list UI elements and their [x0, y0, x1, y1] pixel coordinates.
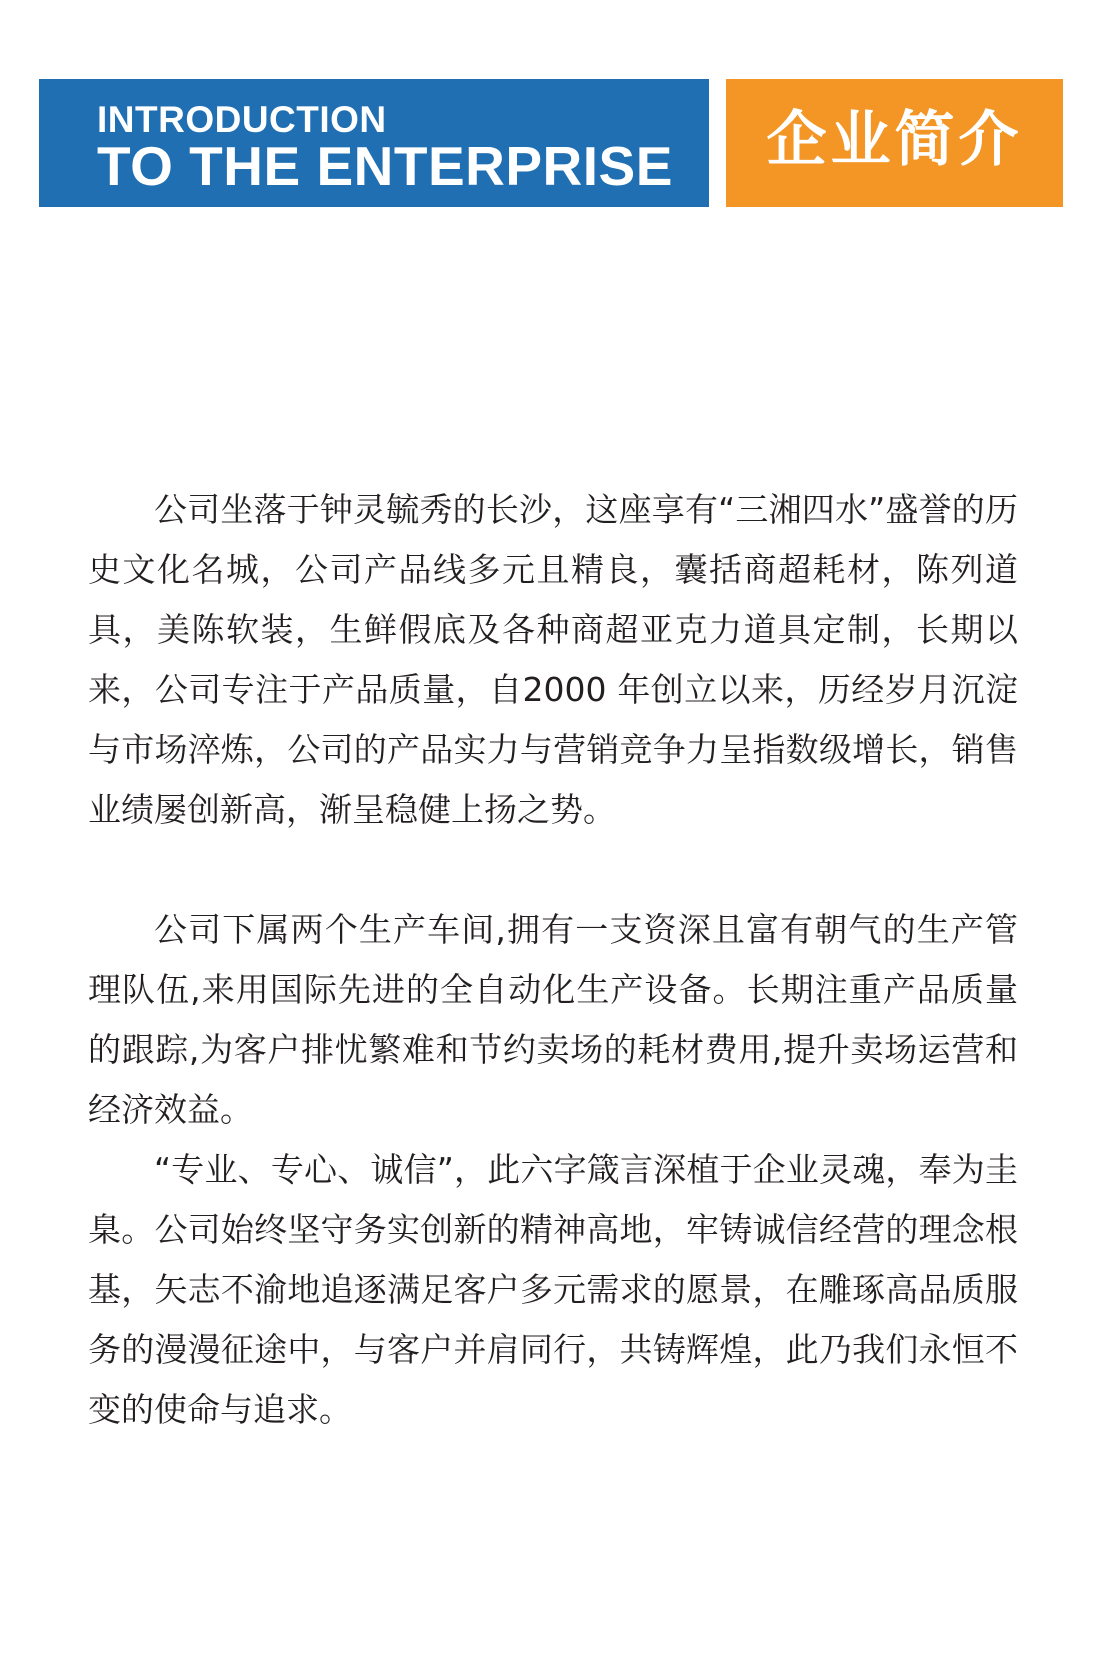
intro-paragraph-3: “专业、专心、诚信”，此六字箴言深植于企业灵魂，奉为圭臬。公司始终坚守务实创新的精神高地，牢铸诚信经营的理念根基，矢志不渝地追逐满足客户多元需求的愿景，在雕琢高品质服务的漫漫征途中，与客户并肩同行，共铸辉煌，此乃我们永恒不变的使命与追求。	[88, 1150, 1018, 1429]
intro-body	[88, 480, 1018, 1440]
header-cn-banner	[726, 79, 1063, 207]
intro-paragraph-1: 公司坐落于钟灵毓秀的长沙，这座享有“三湘四水”盛誉的历史文化名城，公司产品线多元且精良，囊括商超耗材，陈列道具，美陈软装，生鲜假底及各种商超亚克力道具定制，长期以来，公司专注于产品质量，自2000 年创立以来，历经岁月沉淀与市场淬炼，公司的产品实力与营销竞争力呈指数级增长，销售业绩屡创新高，渐呈稳健上扬之势。	[88, 490, 1018, 829]
header-en-banner	[39, 79, 709, 207]
header-cn-title: 企业简介	[766, 105, 1023, 175]
intro-paragraph-2: 公司下属两个生产车间,拥有一支资深且富有朝气的生产管理队伍,来用国际先进的全自动化生产设备。长期注重产品质量的跟踪,为客户排忧繁难和节约卖场的耗材费用,提升卖场运营和经济效益。	[88, 910, 1018, 1129]
header-en-line2: TO THE ENTERPRISE	[97, 135, 673, 197]
header-en-line1: INTRODUCTION	[97, 99, 387, 140]
